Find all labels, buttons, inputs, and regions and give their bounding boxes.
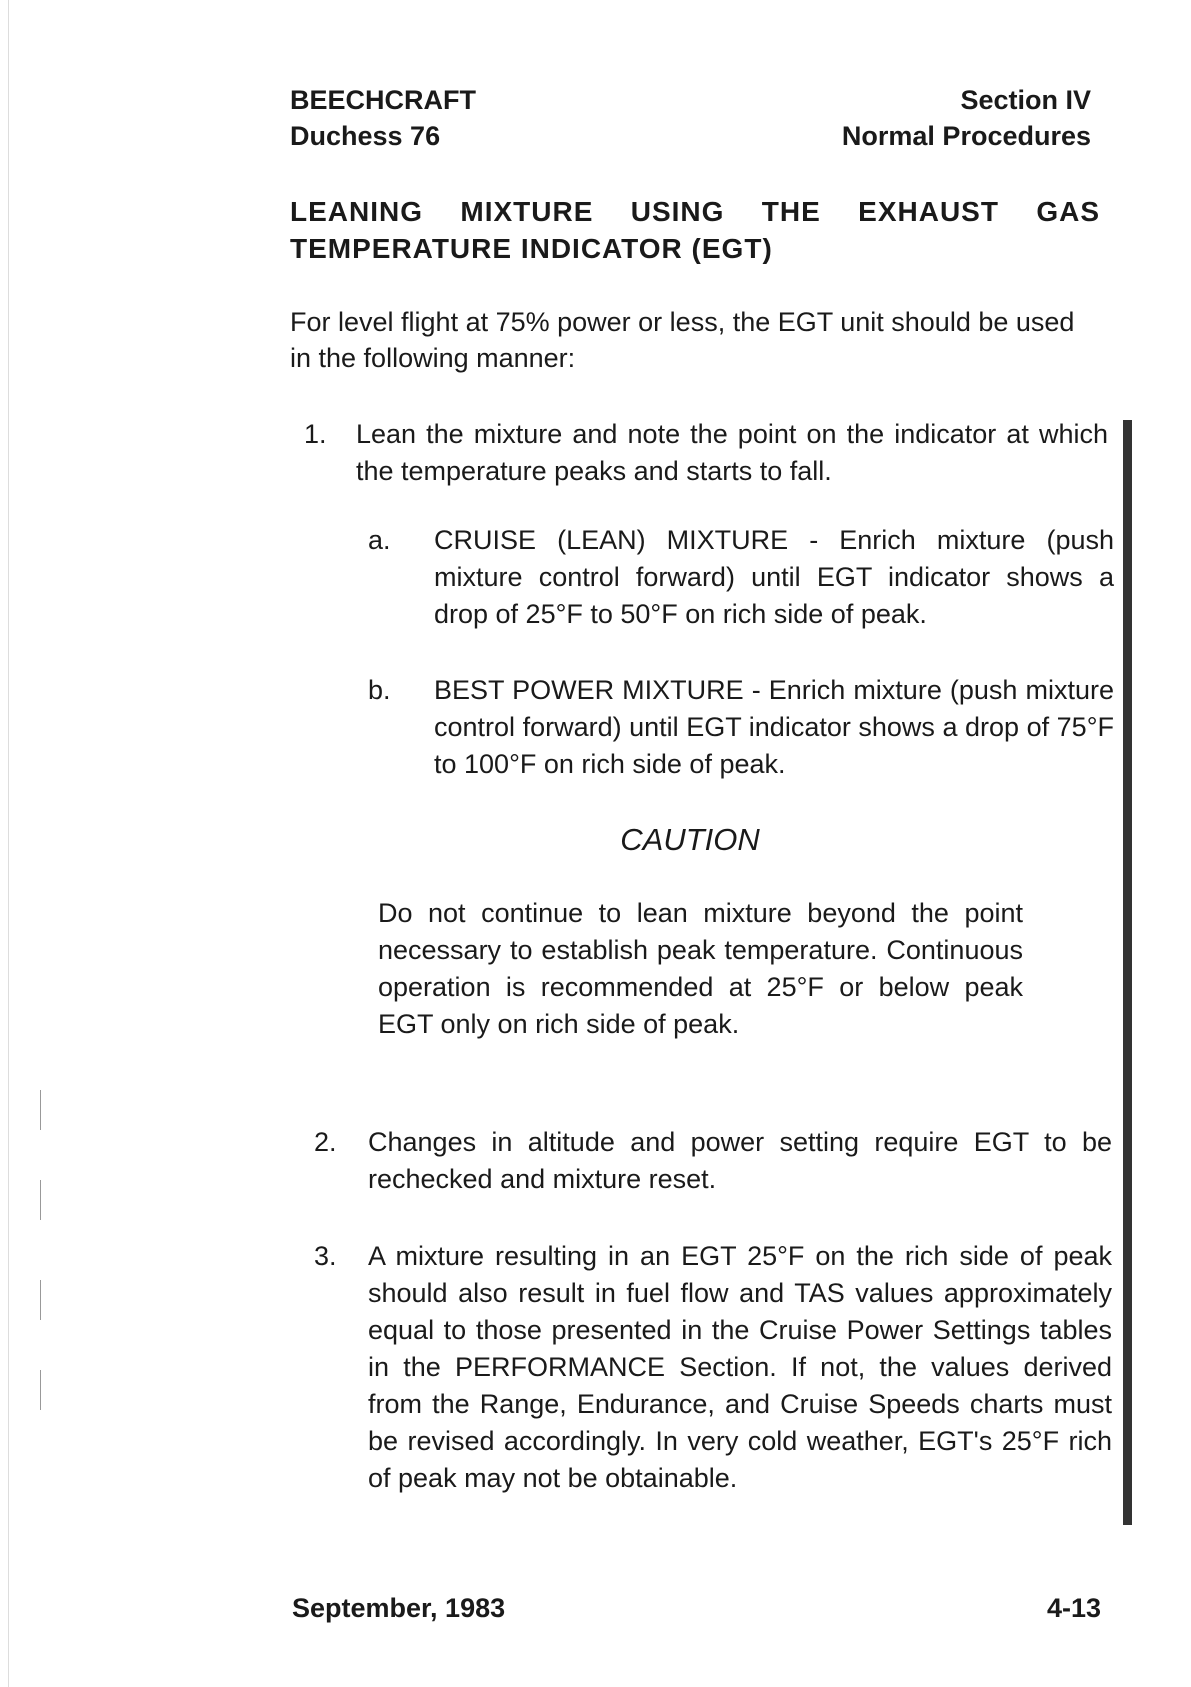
- caution-text: Do not continue to lean mixture beyond the point necessary to establish peak temperature. Continuous operation is recommended at 25°F or below peak EGT only on rich side of peak.: [378, 898, 1023, 1039]
- manufacturer: BEECHCRAFT: [290, 85, 476, 115]
- aircraft-model: Duchess 76: [290, 121, 441, 151]
- step-text: A mixture resulting in an EGT 25°F on the rich side of peak should also result in fuel flow and TAS values approximately equal to those presented in the Cruise Power Settings tables in the PERFORMANCE Section. If not, the values derived from the Range, Endurance, and Cruise Speeds charts must be revised accordingly. In very cold weather, EGT's 25°F rich of peak may not be obtainable.: [368, 1241, 1112, 1493]
- revision-change-bar: [1123, 420, 1132, 1525]
- heading-line-2: TEMPERATURE INDICATOR (EGT): [290, 233, 773, 264]
- procedure-heading: [290, 193, 1100, 267]
- margin-mark: [40, 1180, 41, 1220]
- footer-date: September, 1983: [292, 1593, 506, 1623]
- step-text: Lean the mixture and note the point on the indicator at which the temperature peaks and starts to fall.: [356, 419, 1108, 486]
- section-number: Section IV: [960, 85, 1091, 115]
- margin-mark: [40, 1370, 41, 1410]
- scan-edge-line: [8, 0, 9, 1687]
- header-right: [842, 82, 1091, 154]
- page-number: 4-13: [1046, 1593, 1101, 1623]
- caution-title: CAUTION: [620, 822, 760, 857]
- heading-line-1: LEANING MIXTURE USING THE EXHAUST GAS: [290, 196, 1100, 227]
- substep-letter: a.: [368, 525, 391, 555]
- step-number: 3.: [314, 1241, 337, 1271]
- step-number: 1.: [304, 419, 327, 449]
- margin-mark: [40, 1280, 41, 1320]
- substep-text: BEST POWER MIXTURE - Enrich mixture (push mixture control forward) until EGT indicator shows a drop of 75°F to 100°F on rich side of peak.: [434, 675, 1114, 779]
- step-number: 2.: [314, 1127, 337, 1157]
- intro-paragraph: For level flight at 75% power or less, the EGT unit should be used in the following manner:: [290, 307, 1075, 373]
- substep-letter: b.: [368, 675, 391, 705]
- margin-mark: [40, 1090, 41, 1130]
- step-text: Changes in altitude and power setting require EGT to be rechecked and mixture reset.: [368, 1127, 1112, 1194]
- header-left: [290, 82, 476, 154]
- section-title: Normal Procedures: [841, 121, 1091, 151]
- substep-text: CRUISE (LEAN) MIXTURE - Enrich mixture (push mixture control forward) until EGT indicator shows a drop of 25°F to 50°F on rich side of peak.: [434, 525, 1114, 629]
